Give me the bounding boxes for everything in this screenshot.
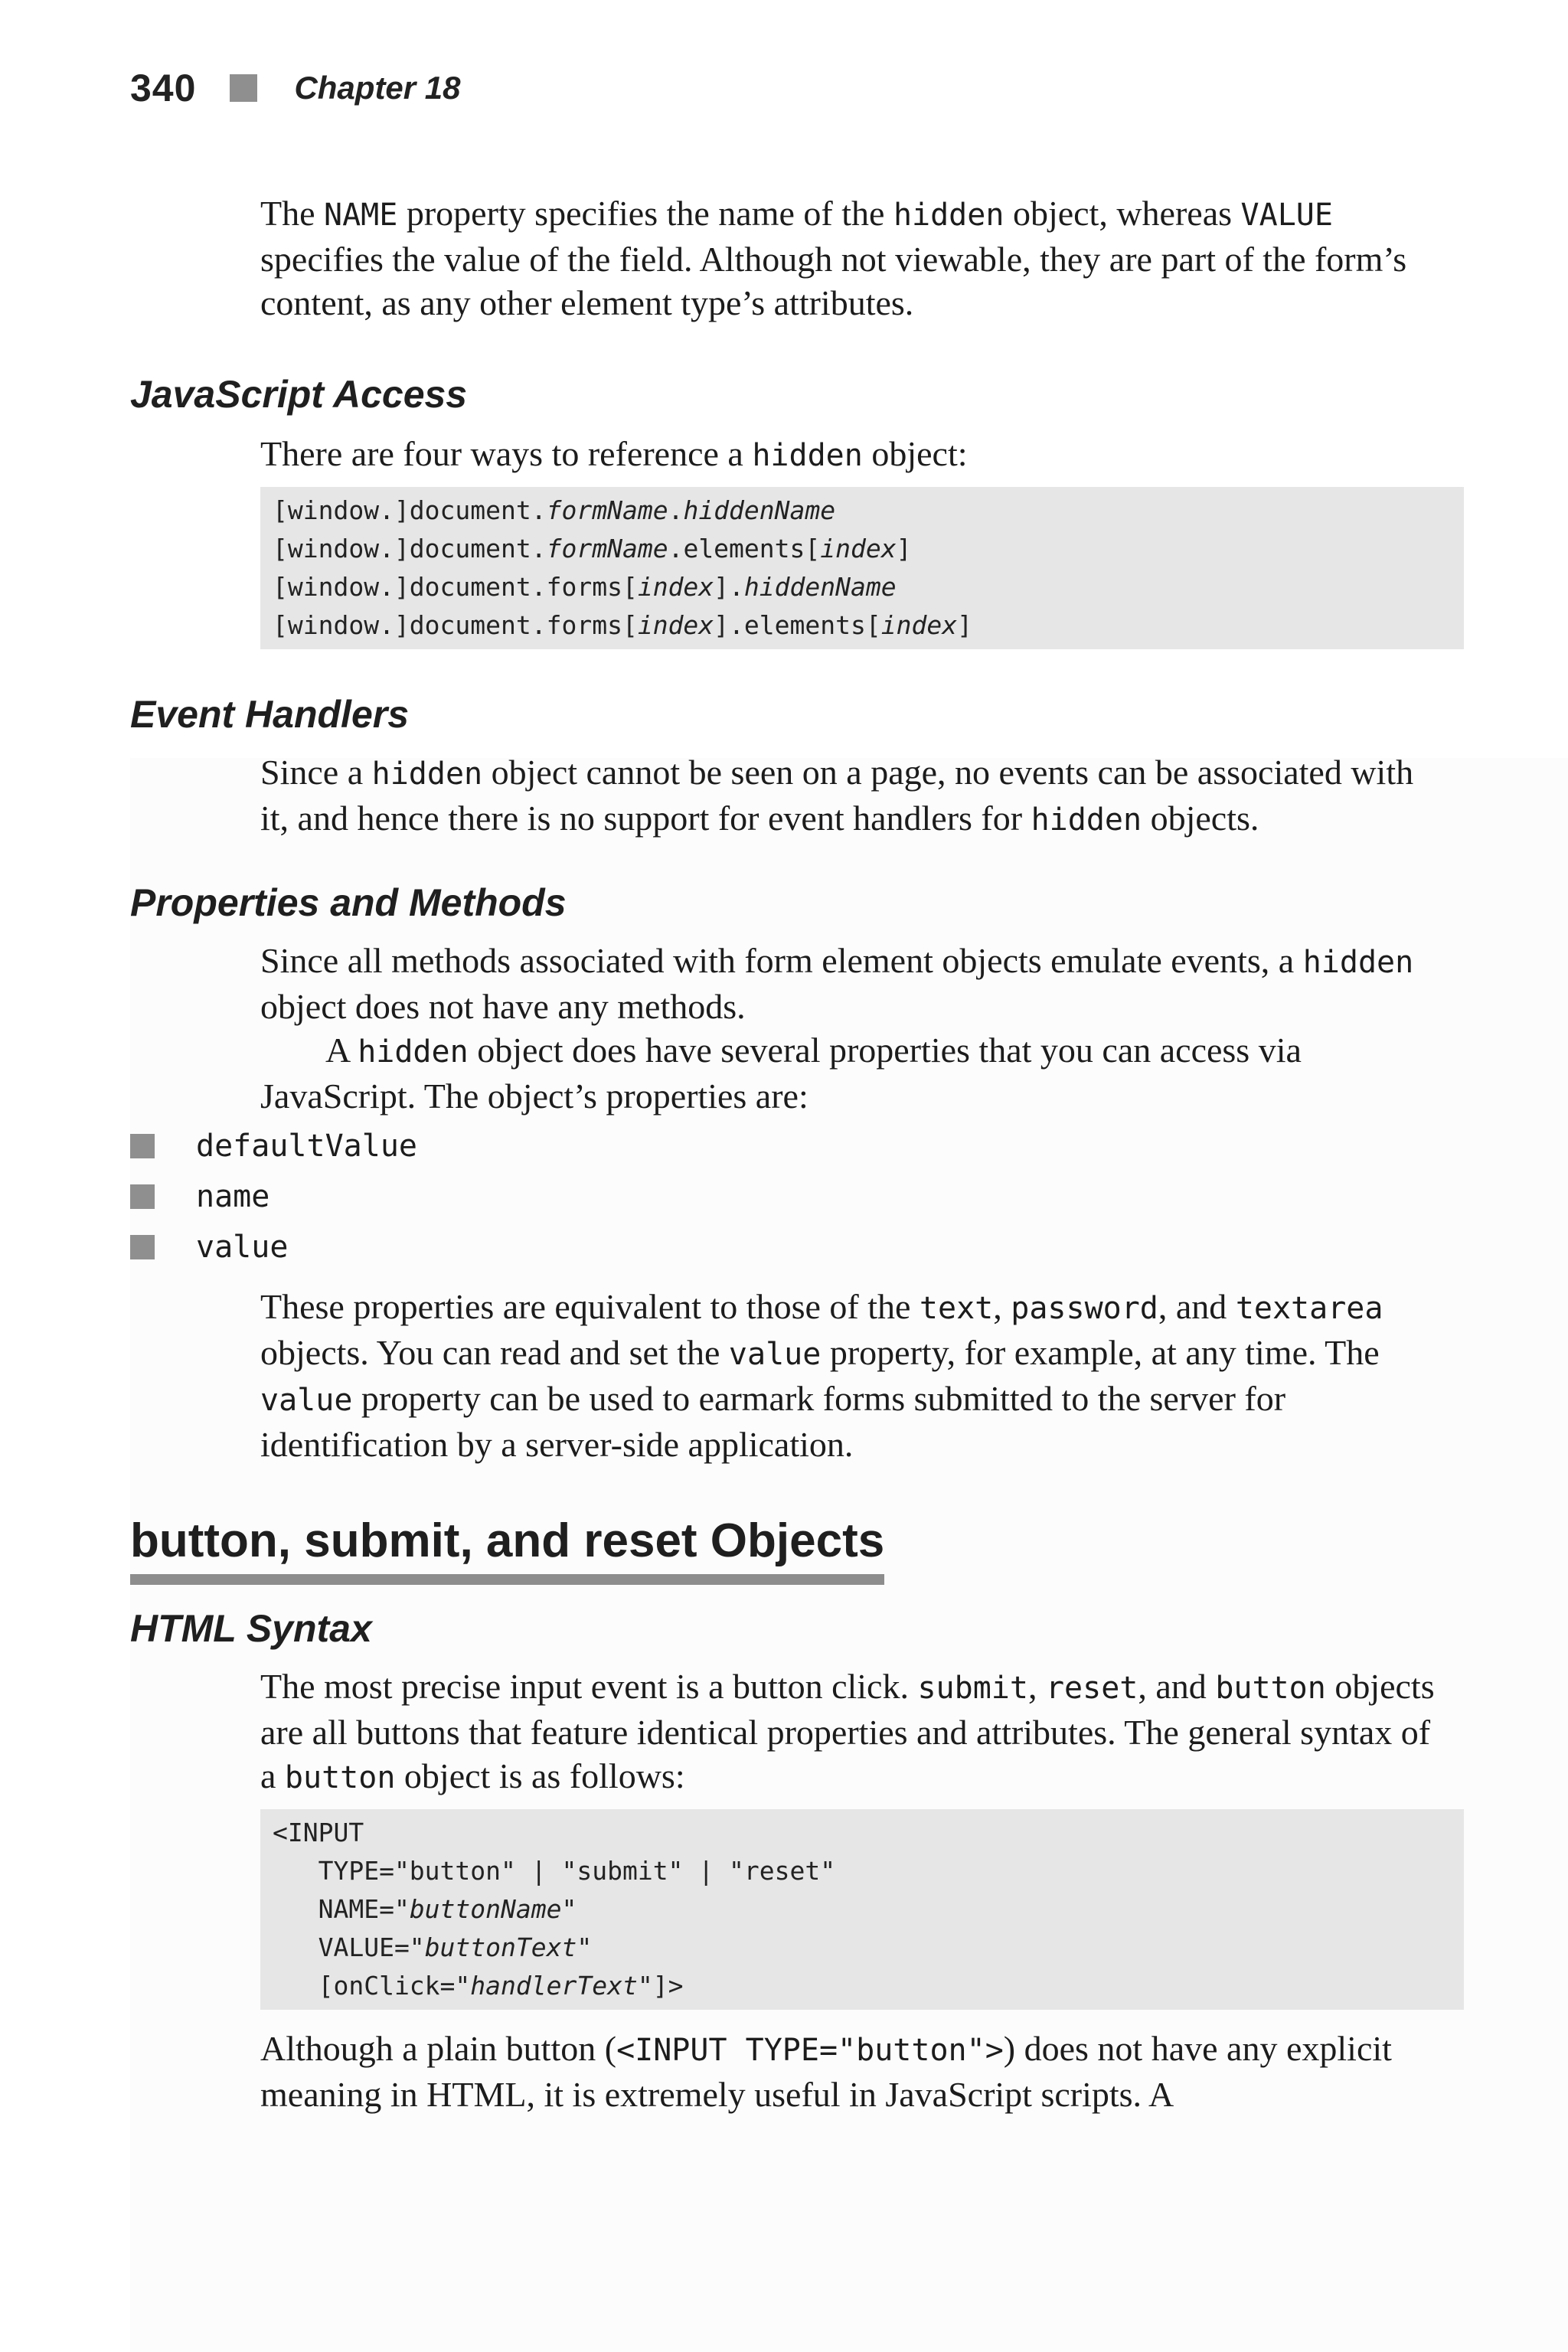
header-square-icon [230, 74, 257, 102]
code-line: VALUE="buttonText" [273, 1932, 593, 1962]
code-block-syntax [260, 1809, 1464, 2010]
props-paragraph-1: Since all methods associated with form element objects emulate events, a hidden object does not have any methods. [260, 941, 1414, 1026]
props-paragraph-2: A hidden object does have several properties that you can access via JavaScript. The object’s properties are: [260, 1031, 1302, 1116]
heading-properties-methods: Properties and Methods [130, 881, 567, 924]
page-content [130, 191, 1447, 2116]
properties-list [130, 1121, 1309, 1272]
code-line: NAME="buttonName" [273, 1894, 577, 1924]
code-line: [window.]document.formName.hiddenName [273, 495, 836, 525]
list-item: value [130, 1222, 1309, 1272]
bullet-square-icon [130, 1235, 155, 1259]
code-line: [window.]document.forms[index].elements[index] [273, 610, 972, 640]
list-item: defaultValue [130, 1121, 1309, 1171]
html-syntax-paragraph: The most precise input event is a button click. submit, reset, and button objects are all buttons that feature identical properties and attributes. The general syntax of a button object is as follows: [260, 1667, 1435, 1795]
section-heading-wrapper [130, 1514, 1447, 1585]
section-heading: button, submit, and reset Objects [130, 1514, 884, 1585]
html-syntax-after-paragraph: Although a plain button (<INPUT TYPE="button">) does not have any explicit meaning in HTML, it is extremely useful in JavaScript scripts. A [260, 2029, 1392, 2114]
code-line: [onClick="handlerText"]> [273, 1971, 684, 2001]
code-block-references [260, 487, 1464, 649]
page-number: 340 [130, 67, 197, 109]
code-line: [window.]document.formName.elements[index] [273, 534, 912, 564]
event-handlers-paragraph: Since a hidden object cannot be seen on a page, no events can be associated with it, and hence there is no support for event handlers for hidden objects. [260, 753, 1414, 838]
heading-event-handlers: Event Handlers [130, 693, 410, 736]
code-line: [window.]document.forms[index].hiddenName [273, 572, 897, 602]
intro-paragraph: The NAME property specifies the name of the hidden object, whereas VALUE specifies the value of the field. Although not viewable, they are part of the form’s content, as any other element type’s attributes. [260, 194, 1407, 322]
heading-javascript-access: JavaScript Access [130, 373, 468, 416]
bullet-square-icon [130, 1134, 155, 1158]
list-item: name [130, 1171, 1309, 1222]
code-line: TYPE="button" | "submit" | "reset" [273, 1856, 836, 1886]
code-line: <INPUT [273, 1818, 364, 1847]
heading-html-syntax: HTML Syntax [130, 1607, 372, 1650]
bullet-square-icon [130, 1184, 155, 1209]
running-header [130, 66, 461, 110]
js-access-paragraph: There are four ways to reference a hidden object: [260, 434, 968, 473]
chapter-label: Chapter 18 [294, 70, 461, 106]
props-paragraph-3: These properties are equivalent to those of the text, password, and textarea objects. You can read and set the value property, for example, at any time. The value property can be used to earmark forms submitted to the server for identification by a server-side application. [260, 1287, 1383, 1464]
